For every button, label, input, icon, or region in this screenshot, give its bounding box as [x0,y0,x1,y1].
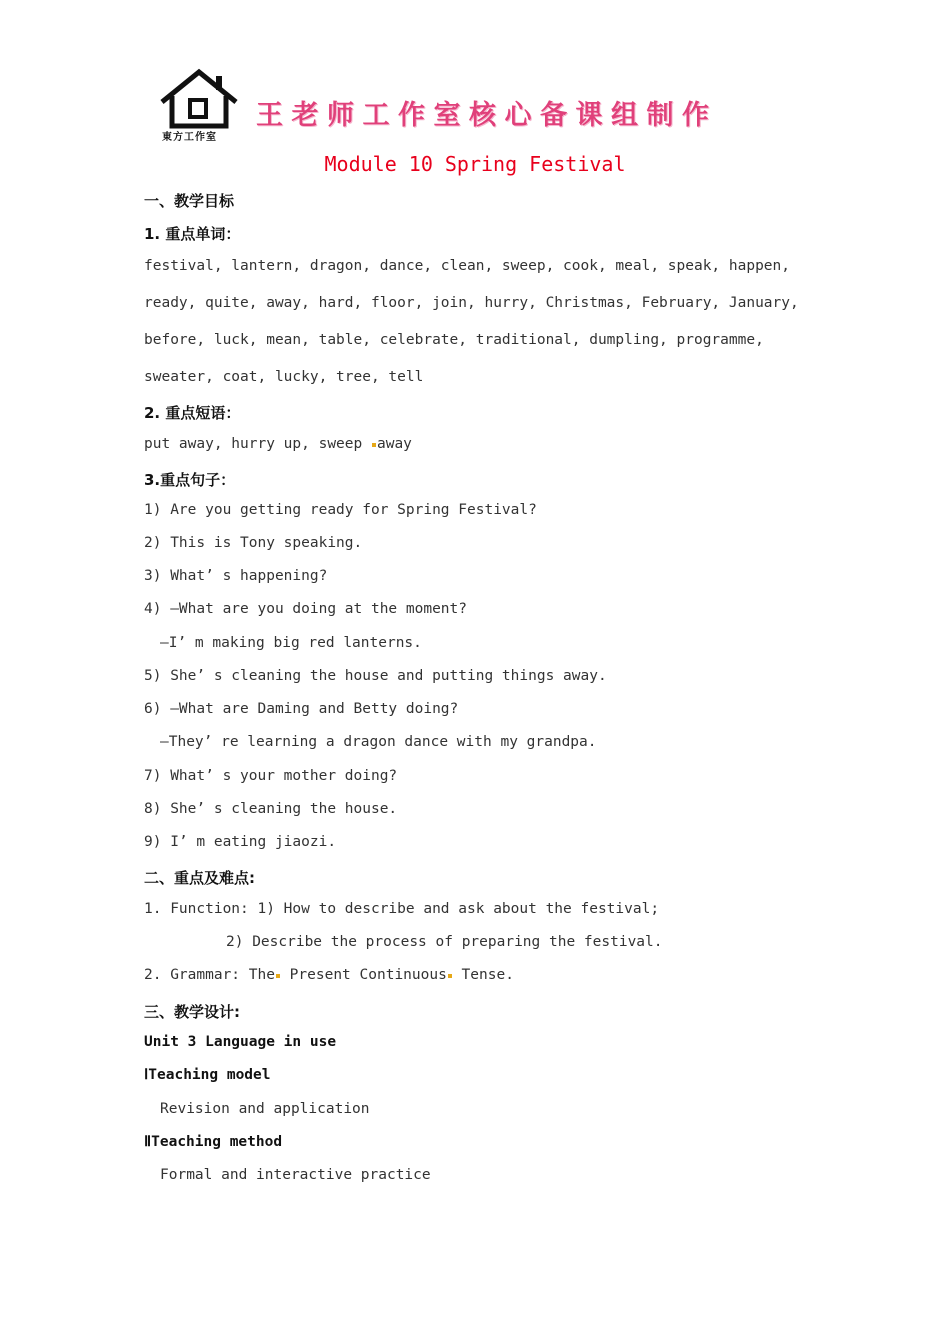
function-line: 1. Function: 1) How to describe and ask about the festival; [144,901,660,917]
marker-dot [276,974,280,978]
sentence-item: 7) What’ s your mother doing? [144,768,398,784]
key-phrases-heading: 2. 重点短语： [144,404,241,422]
sentence-reply: —I’ m making big red lanterns. [160,635,422,651]
key-sentences-heading: 3.重点句子： [144,471,236,489]
sentence-item: 5) She’ s cleaning the house and putting things away. [144,668,607,684]
key-words-line: ready, quite, away, hard, floor, join, hurry, Christmas, February, January, [144,295,799,311]
grammar-text-a: 2. Grammar: The [144,967,275,983]
sentence-item: 6) —What are Daming and Betty doing? [144,701,459,717]
teaching-method-heading: ⅡTeaching method [144,1134,283,1150]
teaching-model-text: Revision and application [160,1101,370,1117]
studio-banner: 王老师工作室核心备课组制作 [256,100,718,131]
teaching-model-heading: ⅠTeaching model [144,1067,271,1083]
phrases-text-end: away [376,436,412,452]
sentence-item: 2) This is Tony speaking. [144,535,363,551]
sentence-reply: —They’ re learning a dragon dance with my grandpa. [160,734,597,750]
phrases-text: put away, hurry up, sweep [144,436,371,452]
sentence-item: 1) Are you getting ready for Spring Festival? [144,502,537,518]
key-words-line: sweater, coat, lucky, tree, tell [144,369,424,385]
unit-heading: Unit 3 Language in use [144,1034,337,1050]
page-title: Module 10 Spring Festival [324,152,626,176]
grammar-text-c: Tense. [452,967,514,983]
teaching-method-text: Formal and interactive practice [160,1167,431,1183]
sentence-item: 3) What’ s happening? [144,568,328,584]
sentence-item: 8) She’ s cleaning the house. [144,801,398,817]
function-line-2: 2) Describe the process of preparing the festival. [226,934,663,950]
key-words-line: before, luck, mean, table, celebrate, traditional, dumpling, programme, [144,332,764,348]
section-heading-design: 三、教学设计: [144,1003,240,1021]
key-words-heading: 1. 重点单词： [144,225,241,243]
marker-dot [372,443,376,447]
key-phrases-line [144,436,412,452]
grammar-line [144,967,514,983]
logo-caption: 東方工作室 [162,132,217,143]
grammar-text-b: Present Continuous [280,967,447,983]
marker-dot [448,974,452,978]
section-heading-objectives: 一、教学目标 [144,192,235,210]
key-words-line: festival, lantern, dragon, dance, clean, sweep, cook, meal, speak, happen, [144,258,791,274]
sentence-item: 9) I’ m eating jiaozi. [144,834,337,850]
sentence-item: 4) —What are you doing at the moment? [144,601,468,617]
section-heading-key-points: 二、重点及难点: [144,869,255,887]
